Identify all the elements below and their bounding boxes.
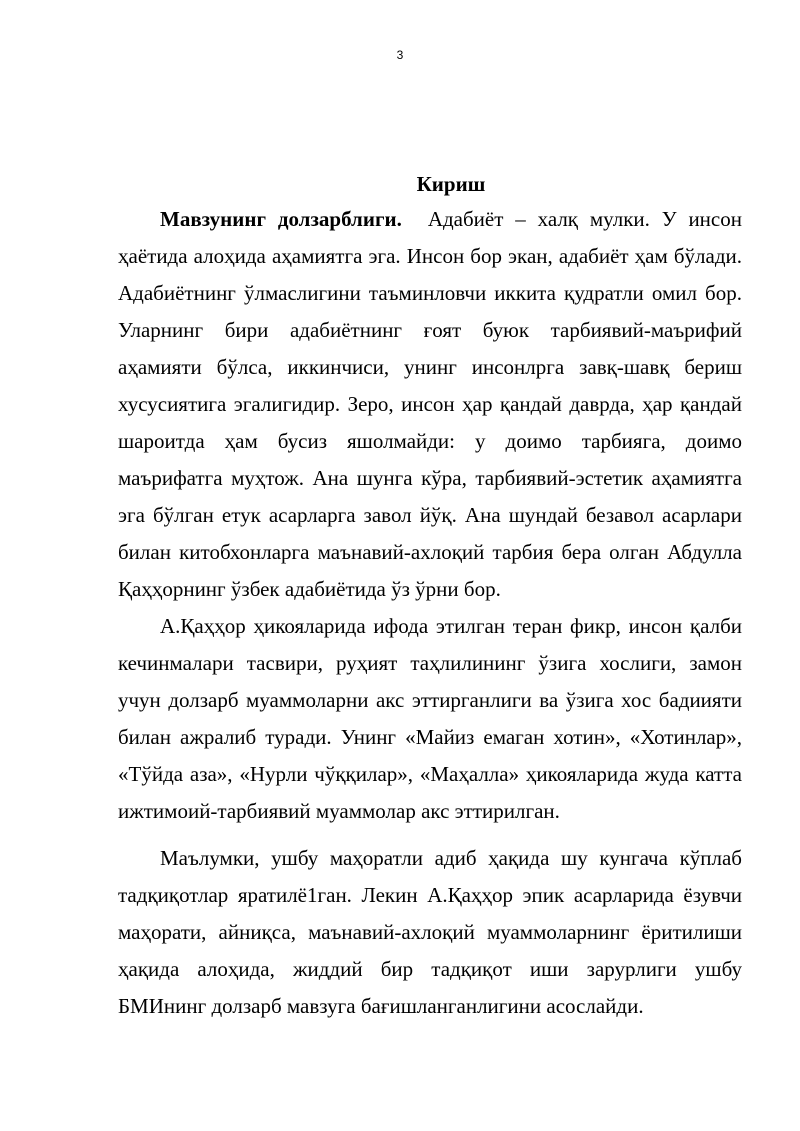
paragraph-lead: Мавзунинг долзарблиги.: [160, 207, 402, 231]
section-heading: Кириш: [416, 172, 486, 196]
paragraph-text: Адабиёт – халқ мулки. У инсон ҳаётида алоҳида аҳамиятга эга. Инсон бор экан, адабиёт ҳам бўлади. Адабиётнинг ўлмаслигини таъминловчи иккита қудратли омил бор. Уларнинг бири адабиётнинг ғоят буюк тарбиявий-маърифий аҳамияти бўлса, иккинчиси, унинг инсонлрга завқ-шавқ бериш хусусиятига эгалигидир. Зеро, инсон ҳар қандай даврда, ҳар қандай шароитда ҳам бусиз яшолмайди: у доимо тарбияга, доимо маърифатга муҳтож. Ана шунга кўра, тарбиявий-эстетик аҳамиятга эга бўлган етук асарларга завол йўқ. Ана шундай безавол асарлари билан китобхонларга маънавий-ахлоқий тарбия бера олган Абдулла Қаҳҳорнинг ўзбек адабиётида ўз ўрни бор.: [118, 207, 742, 601]
page-number: 3: [396, 48, 404, 62]
paragraph-text: Маълумки, ушбу маҳоратли адиб ҳақида шу кунгача кўплаб тадқиқотлар яратилё1ган. Лекин А.Қаҳҳор эпик асарларида ёзувчи маҳорати, айниқса, маънавий-ахлоқий муаммоларнинг ёритилиши ҳақида алоҳида, жиддий бир тадқиқот иши зарурлиги ушбу БМИнинг долзарб мавзуга бағишланганлигини асослайди.: [118, 846, 742, 1018]
paragraph-text: А.Қаҳҳор ҳикояларида ифода этилган теран фикр, инсон қалби кечинмалари тасвири, руҳият таҳлилининг ўзига хослиги, замон учун долзарб муаммоларни акс эттирганлиги ва ўзига хос бадиияти билан ажралиб туради. Унинг «Майиз емаган хотин», «Хотинлар», «Тўйда аза», «Нурли чўққилар», «Маҳалла» ҳикояларида жуда катта ижтимоий-тарбиявий муаммолар акс эттирилган.: [118, 614, 742, 823]
body-text: [118, 201, 742, 1025]
paragraph-stories: [118, 608, 742, 830]
paragraph-research: [118, 840, 742, 1025]
paragraph-relevance: [118, 201, 742, 608]
